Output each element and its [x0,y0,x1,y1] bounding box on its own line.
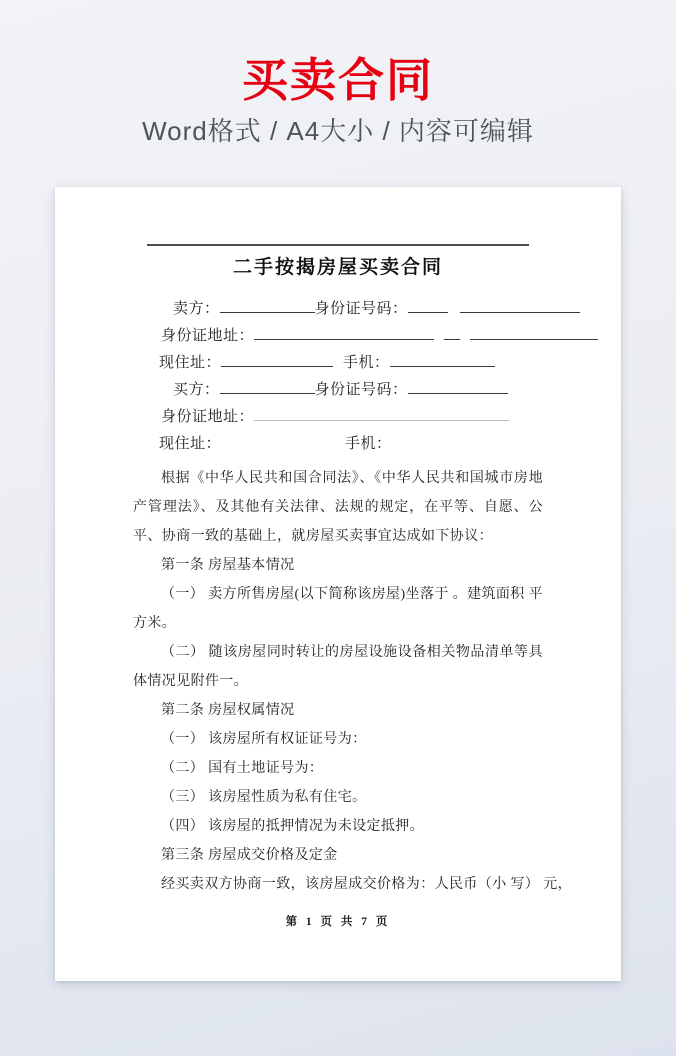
blank-underline [254,405,509,421]
document-body [133,464,572,899]
article1-item2: （二） 随该房屋同时转让的房屋设施设备相关物品清单等具体情况见附件一。 [133,645,543,689]
field-label: 买方： [173,382,220,398]
blank-underline [460,297,580,313]
blank-underline [220,378,315,394]
blank-underline [254,324,434,340]
field-label: 手机： [345,436,392,452]
form-rows [133,296,543,458]
form-row [133,404,543,431]
article1-item1: （一） 卖方所售房屋(以下简称该房屋)坐落于 。建筑面积 平方米。 [133,587,543,631]
field-label: 身份证地址： [161,409,255,425]
field-label: 手机： [343,355,390,371]
article2-item2: （二） 国有土地证号为： [161,761,324,776]
blank-underline [390,351,495,367]
article2-item3: （三） 该房屋性质为私有住宅。 [161,790,367,805]
title-rule [147,244,529,246]
blank-gap [434,325,444,340]
blank-underline [408,378,508,394]
article1-heading: 第一条 房屋基本情况 [161,558,295,573]
blank-underline [470,324,598,340]
blank-gap [448,298,460,313]
blank-gap [460,325,470,340]
blank-gap [221,433,345,448]
document-title: 二手按揭房屋买卖合同 [232,257,443,278]
field-label: 现住址： [159,436,222,452]
form-row [133,323,543,350]
form-row [133,377,543,404]
field-label: 现住址： [159,355,222,371]
blank-underline [444,324,460,340]
form-row [133,350,543,377]
article2-item1: （一） 该房屋所有权证证号为： [161,732,367,747]
article3-heading: 第三条 房屋成交价格及定金 [161,848,338,863]
field-label: 身份证号码： [314,301,408,317]
article2-item4: （四） 该房屋的抵押情况为未设定抵押。 [161,819,425,834]
intro-paragraph: 根据《中华人民共和国合同法》、《中华人民共和国城市房地产管理法》、及其他有关法律、法规的规定，在平等、自愿、公平、协商一致的基础上，就房屋买卖事宜达成如下协议： [133,471,543,544]
field-label: 身份证地址： [161,328,255,344]
field-label: 卖方： [173,301,220,317]
page-title: 买卖合同 [242,54,434,106]
blank-underline [221,351,333,367]
blank-underline [408,297,448,313]
field-label: 身份证号码： [314,382,408,398]
form-row [133,296,543,323]
blank-gap [333,352,343,367]
document-page [55,187,621,981]
page-number: 第 1 页 共 7 页 [285,916,391,928]
header [0,0,676,146]
page-subtitle: Word格式 / A4大小 / 内容可编辑 [142,116,534,146]
form-row [133,431,543,458]
blank-underline [220,297,315,313]
article2-heading: 第二条 房屋权属情况 [161,703,295,718]
article3-intro: 经买卖双方协商一致，该房屋成交价格为：人民币（小 写） 元， [161,877,572,892]
